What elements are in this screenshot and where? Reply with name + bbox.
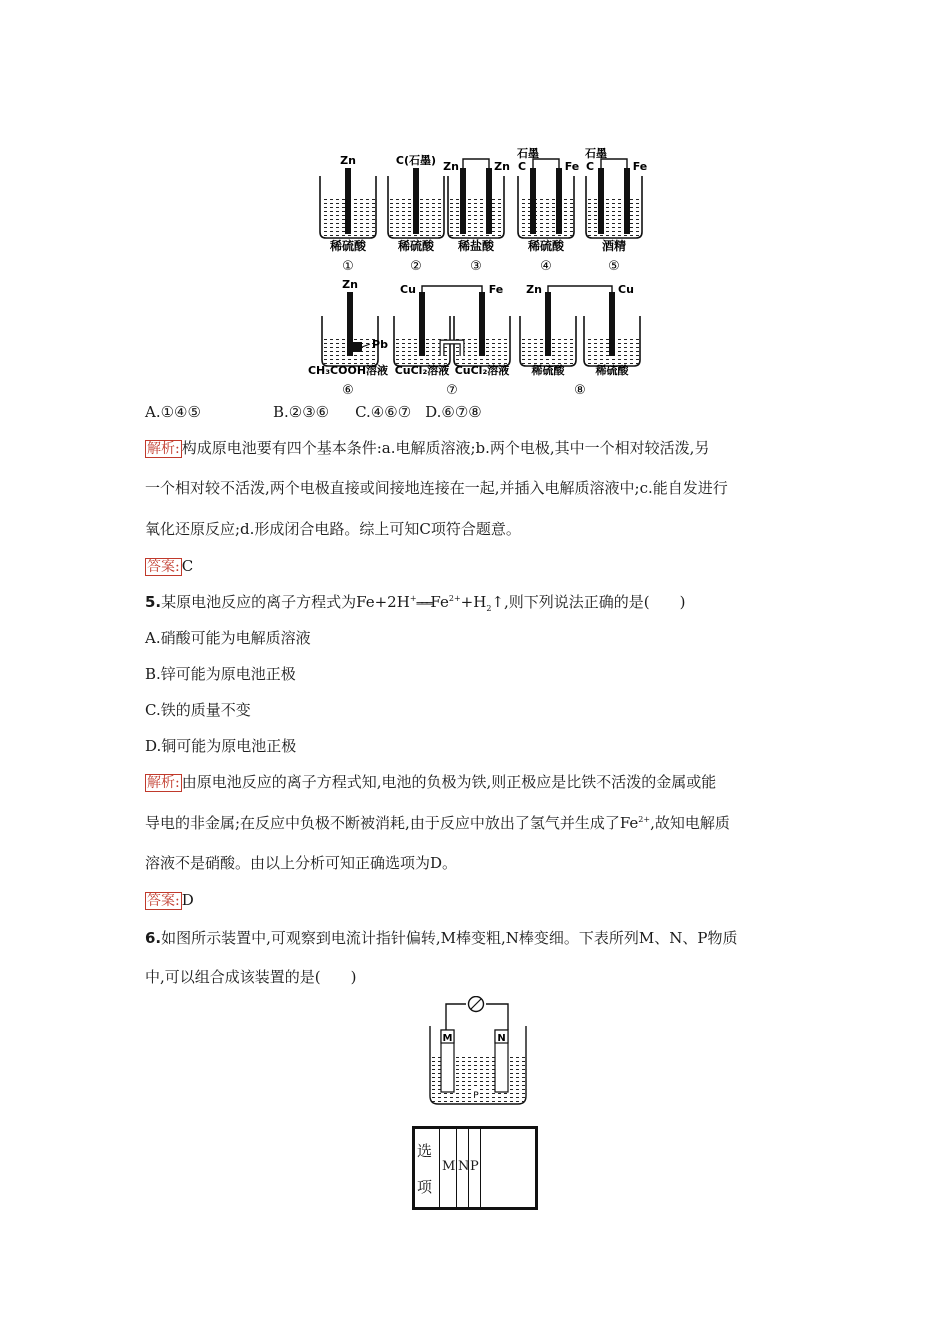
wire-left bbox=[446, 1004, 466, 1030]
electrode bbox=[624, 168, 630, 234]
options-table bbox=[412, 1126, 538, 1210]
q6-stem-line-2: 中,可以组合成该装置的是( ) bbox=[145, 968, 357, 986]
electrode-label: Zn bbox=[340, 154, 356, 167]
beaker-2 bbox=[388, 153, 444, 274]
liquid-label: 稀硫酸 bbox=[397, 239, 435, 253]
electrode-label: Zn bbox=[342, 278, 358, 291]
table-header-p: P bbox=[468, 1129, 481, 1207]
q5-option-b[interactable]: B.锌可能为原电池正极 bbox=[145, 665, 296, 683]
wire bbox=[601, 159, 627, 168]
option-c[interactable]: C.④⑥⑦ bbox=[355, 403, 412, 421]
q6-stem-line-1: 6.如图所示装置中,可观察到电流计指针偏转,M棒变粗,N棒变细。下表所列M、N、P物质 bbox=[145, 929, 738, 947]
electrode-label: 石墨 bbox=[585, 147, 607, 160]
beaker-6 bbox=[308, 278, 388, 398]
electrode bbox=[609, 292, 615, 356]
galvanometer-icon bbox=[469, 997, 484, 1012]
electrode-label: Zn bbox=[526, 283, 542, 296]
question-number: 6. bbox=[145, 929, 162, 947]
electrode bbox=[556, 168, 562, 234]
question-number: 5. bbox=[145, 593, 162, 611]
liquid-label: CuCl₂溶液 bbox=[454, 364, 510, 377]
q4-options bbox=[145, 402, 482, 422]
q5-stem: 5.某原电池反应的离子方程式为$Fe+2H^+═══Fe^{2+}+H_2↑$,则下列说法正确的是( ) bbox=[145, 593, 686, 613]
option-b[interactable]: B.②③⑥ bbox=[272, 403, 330, 421]
option-d[interactable]: D.⑥⑦⑧ bbox=[425, 403, 482, 421]
q5-option-c[interactable]: C.铁的质量不变 bbox=[145, 701, 251, 719]
q5-option-a[interactable]: A.硝酸可能为电解质溶液 bbox=[145, 629, 311, 647]
liquid-label: 稀硫酸 bbox=[531, 364, 565, 377]
electrode bbox=[598, 168, 604, 234]
q5-answer bbox=[145, 890, 194, 910]
electrode-label: Zn bbox=[494, 160, 510, 173]
wire bbox=[422, 286, 482, 292]
solution bbox=[587, 198, 641, 237]
liquid-label: 稀盐酸 bbox=[457, 239, 495, 253]
electrochemistry-figure bbox=[300, 142, 660, 402]
beaker-number: ⑧ bbox=[574, 383, 586, 398]
galvanometer-cell-figure bbox=[420, 996, 535, 1108]
beaker-number: ① bbox=[342, 259, 354, 274]
beaker-number: ② bbox=[410, 259, 422, 274]
answer-tag: 答案: bbox=[147, 893, 180, 909]
table-header-n: N bbox=[456, 1129, 469, 1207]
liquid-label: CuCl₂溶液 bbox=[394, 364, 450, 377]
electrode-label: C bbox=[585, 160, 595, 173]
label-m: M bbox=[442, 1033, 453, 1044]
electrode bbox=[530, 168, 536, 234]
electrode-label: C(石墨) bbox=[395, 154, 437, 167]
beaker-8 bbox=[520, 283, 640, 398]
beaker-5 bbox=[585, 146, 647, 274]
wire bbox=[548, 286, 612, 292]
table-header-option: 选项 bbox=[415, 1129, 440, 1207]
q5-analysis-line-2: 导电的非金属;在反应中负极不断被消耗,由于反应中放出了氢气并生成了$Fe^{2+}$,故知电解质 bbox=[145, 814, 730, 832]
liquid-label: 稀硫酸 bbox=[595, 364, 629, 377]
q4-analysis-line-3: 氧化还原反应;d.形成闭合电路。综上可知C项符合题意。 bbox=[145, 520, 521, 538]
option-a[interactable]: A.①④⑤ bbox=[145, 403, 201, 421]
solution bbox=[519, 198, 573, 237]
beaker-7 bbox=[394, 283, 510, 398]
electrode-label: Zn bbox=[443, 160, 459, 173]
solution bbox=[449, 198, 503, 237]
beaker-number: ⑤ bbox=[608, 259, 620, 274]
analysis-tag: 解析: bbox=[147, 775, 180, 791]
electrode-label: Pb bbox=[372, 338, 388, 351]
electrode bbox=[486, 168, 492, 234]
pb-electrode bbox=[350, 342, 362, 352]
wire bbox=[533, 159, 559, 168]
beaker-1 bbox=[320, 154, 376, 274]
electrode-label: C bbox=[517, 160, 527, 173]
q4-analysis-line-2: 一个相对较不活泼,两个电极直接或间接地连接在一起,并插入电解质溶液中;c.能自发进行 bbox=[145, 479, 728, 497]
wire-right bbox=[486, 1004, 508, 1030]
electrode-label: Cu bbox=[618, 283, 634, 296]
q5-analysis-line-1: 解析: 由原电池反应的离子方程式知,电池的负极为铁,则正极应是比铁不活泼的金属或能 bbox=[147, 773, 717, 791]
electrode-label: Fe bbox=[564, 160, 580, 173]
electrode-label: 石墨 bbox=[517, 147, 539, 160]
beaker-3 bbox=[443, 159, 510, 274]
table-header-m: M bbox=[439, 1129, 457, 1207]
beaker-number: ③ bbox=[470, 259, 482, 274]
q5-analysis-line-3: 溶液不是硝酸。由以上分析可知正确选项为D。 bbox=[145, 854, 458, 872]
liquid-label: 稀硫酸 bbox=[527, 239, 565, 253]
electrode-label: Fe bbox=[632, 160, 648, 173]
q5-option-d[interactable]: D.铜可能为原电池正极 bbox=[145, 737, 297, 755]
answer-tag: 答案: bbox=[147, 559, 180, 575]
wire bbox=[463, 159, 489, 168]
liquid-label: 酒精 bbox=[601, 239, 627, 253]
electrode bbox=[460, 168, 466, 234]
label-n: N bbox=[497, 1033, 506, 1044]
q4-answer bbox=[145, 556, 193, 576]
electrode bbox=[545, 292, 551, 356]
liquid-label: 稀硫酸 bbox=[329, 239, 367, 253]
label-p: P bbox=[473, 1091, 479, 1101]
electrode-label: Fe bbox=[488, 283, 504, 296]
beaker-number: ⑥ bbox=[342, 383, 354, 398]
beaker-number: ⑦ bbox=[446, 383, 458, 398]
answer-value: D bbox=[181, 891, 194, 909]
electrode bbox=[413, 168, 419, 234]
answer-value: C bbox=[181, 557, 194, 575]
analysis-tag: 解析: bbox=[147, 441, 180, 457]
q4-analysis-line-1: 解析: 构成原电池要有四个基本条件:a.电解质溶液;b.两个电极,其中一个相对较活泼,另 bbox=[147, 439, 710, 457]
electrode bbox=[345, 168, 351, 234]
electrode bbox=[419, 292, 425, 356]
beaker-number: ④ bbox=[540, 259, 552, 274]
liquid-label: CH₃COOH溶液 bbox=[307, 364, 389, 377]
beaker-4 bbox=[517, 146, 579, 274]
electrode-label: Cu bbox=[400, 283, 416, 296]
electrode bbox=[479, 292, 485, 356]
